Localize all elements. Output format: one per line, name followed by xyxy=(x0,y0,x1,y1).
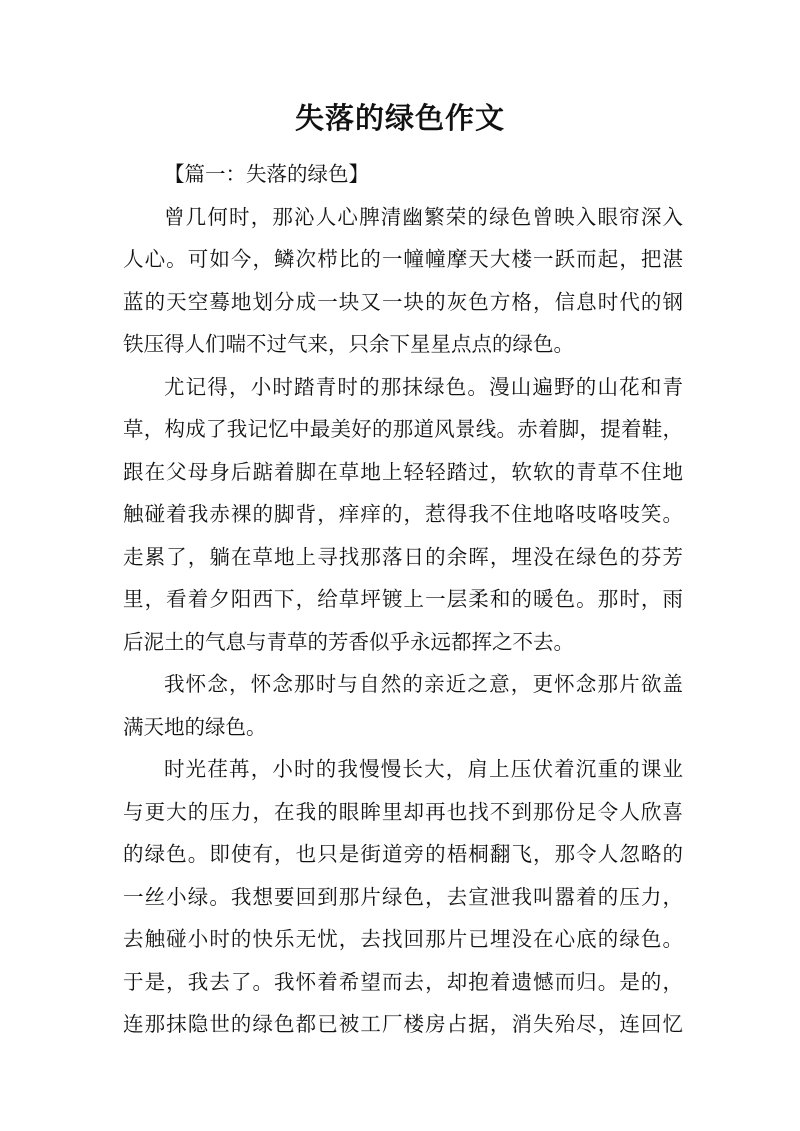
paragraph-line: 去触碰小时的快乐无忧，去找回那片已埋没在心底的绿色。 xyxy=(123,927,683,951)
paragraph-line: 蓝的天空蓦地划分成一块又一块的灰色方格，信息时代的钢 xyxy=(123,289,683,314)
paragraph-line: 人心。可如今，鳞次栉比的一幢幢摩天大楼一跃而起，把湛 xyxy=(123,247,683,271)
paragraph-line: 走累了，躺在草地上寻找那落日的余晖，埋没在绿色的芬芳 xyxy=(123,544,683,569)
paragraph-line: 触碰着我赤裸的脚背，痒痒的，惹得我不住地咯吱咯吱笑。 xyxy=(123,502,683,526)
paragraph-line: 尤记得，小时踏青时的那抹绿色。漫山遍野的山花和青 xyxy=(164,374,683,399)
paragraph-line: 的绿色。即使有，也只是街道旁的梧桐翻飞，那令人忽略的 xyxy=(123,842,683,866)
paragraph-line: 满天地的绿色。 xyxy=(123,714,267,739)
document-title: 失落的绿色作文 xyxy=(294,101,505,135)
paragraph-line: 一丝小绿。我想要回到那片绿色，去宣泄我叫嚣着的压力， xyxy=(123,884,683,909)
paragraph-line: 我怀念，怀念那时与自然的亲近之意，更怀念那片欲盖 xyxy=(164,672,683,696)
paragraph-line: 草，构成了我记忆中最美好的那道风景线。赤着脚，提着鞋， xyxy=(123,417,683,441)
paragraph-line: 与更大的压力，在我的眼眸里却再也找不到那份足令人欣喜 xyxy=(123,799,683,824)
paragraph-line: 里，看着夕阳西下，给草坪镀上一层柔和的暖色。那时，雨 xyxy=(123,587,683,611)
document-body xyxy=(123,153,683,1046)
paragraph-line: 跟在父母身后踮着脚在草地上轻轻踏过，软软的青草不住地 xyxy=(123,459,683,484)
paragraph-line: 铁压得人们喘不过气来，只余下星星点点的绿色。 xyxy=(123,332,574,356)
paragraph-line: 曾几何时，那沁人心脾清幽繁荣的绿色曾映入眼帘深入 xyxy=(164,204,683,229)
section-heading: 【篇一：失落的绿色】 xyxy=(164,162,369,186)
paragraph-line: 连那抹隐世的绿色都已被工厂楼房占据，消失殆尽，连回忆 xyxy=(123,1012,683,1036)
paragraph-line: 时光荏苒，小时的我慢慢长大，肩上压伏着沉重的课业 xyxy=(164,757,683,781)
paragraph-line: 于是，我去了。我怀着希望而去，却抱着遗憾而归。是的， xyxy=(123,969,683,994)
paragraph-line: 后泥土的气息与青草的芳香似乎永远都挥之不去。 xyxy=(123,629,574,654)
